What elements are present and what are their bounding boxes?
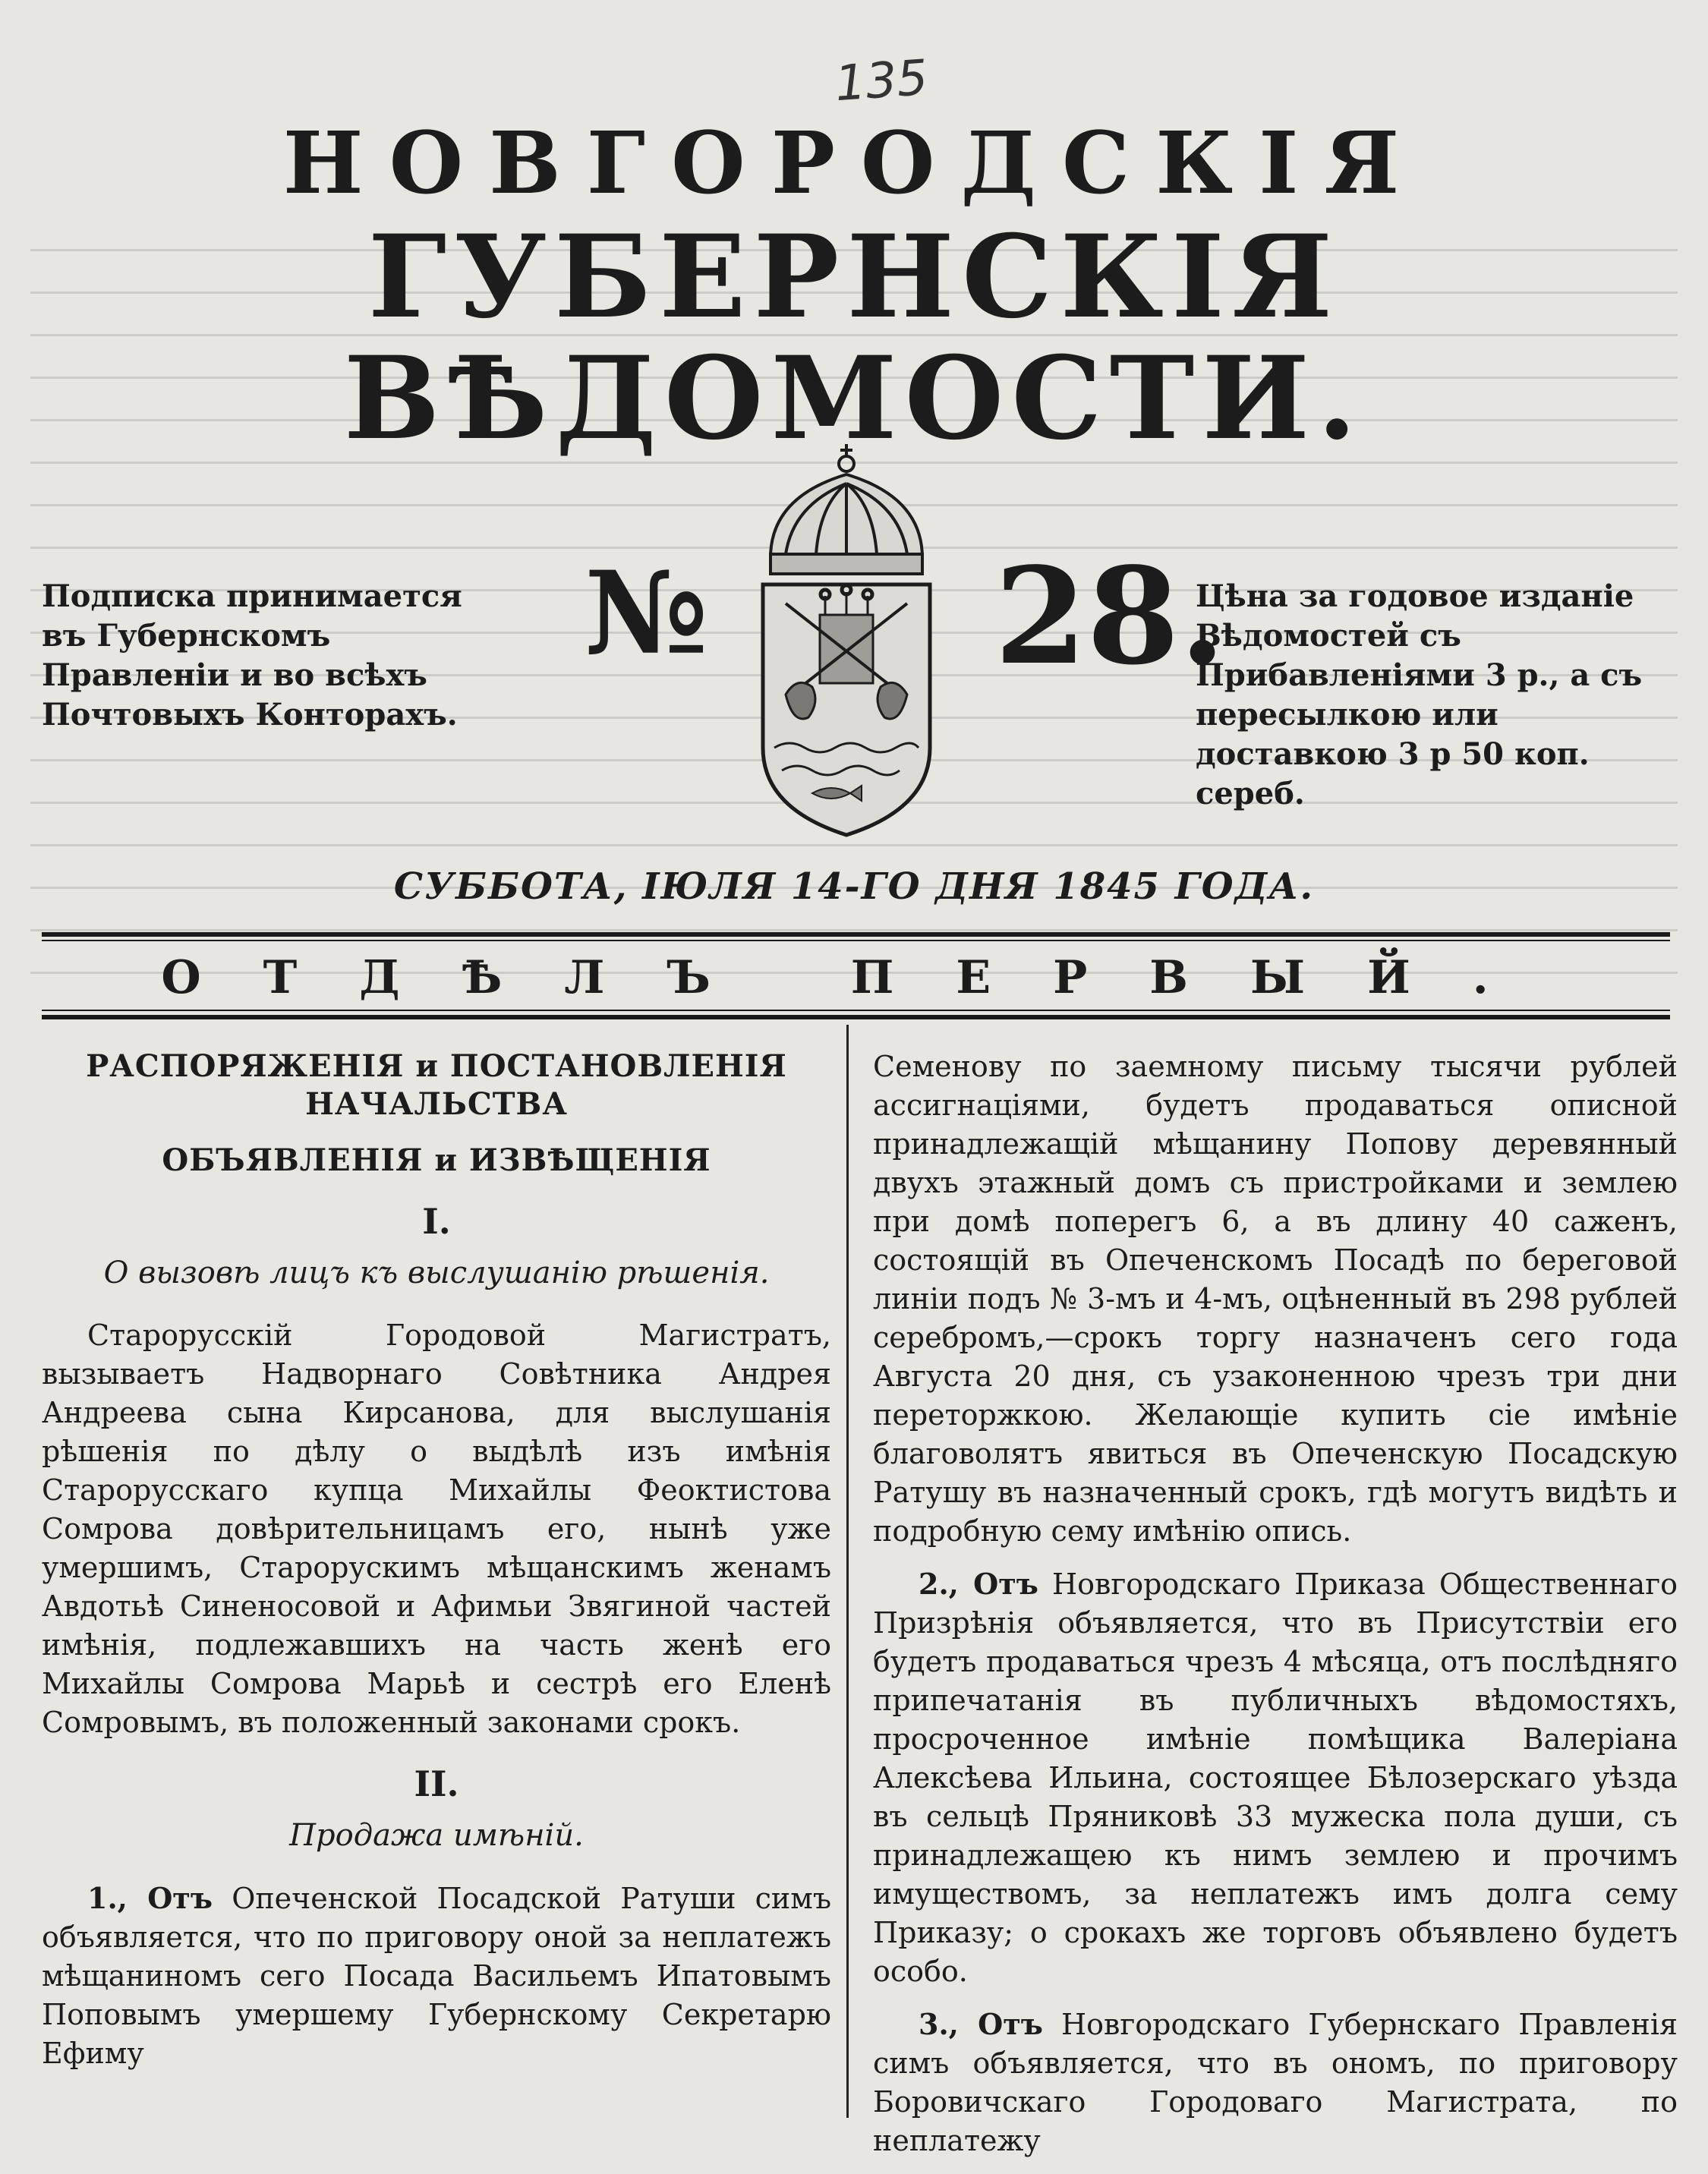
shield-icon <box>763 584 930 835</box>
sale-item-3-text: Новгородскаго Губернскаго Правленія симъ объявляется, что въ ономъ, по приговору Боровичскаго Городоваго Магистрата, по неплатежу <box>873 2008 1678 2157</box>
divider-bottom-thin <box>42 1010 1670 1011</box>
part-2-title: Продажа имѣній. <box>289 1818 584 1853</box>
part-1-numeral: I. <box>422 1201 451 1242</box>
masthead-line-1: НОВГОРОДСКІЯ <box>282 114 1426 213</box>
sale-item-3-lead: 3., Отъ <box>919 2007 1043 2041</box>
sale-item-2-text: Новгородскаго Приказа Общественнаго Призрѣнія объявляется, что въ Присутствіи его будетъ продаваться чрезъ 4 мѣсяца, отъ послѣдняго припечатанія въ публичныхъ вѣдомостяхъ, просроченное имѣніе помѣщика Валеріана Алексѣева Ильина, состоящее Бѣлозерскаго уѣзда въ сельцѣ Пряниковѣ 33 мужеска пола души, съ принадлежащею къ нимъ землею и прочимъ имуществомъ, за неплатежъ имъ долга сему Приказу; о срокахъ же торговъ объявлено будетъ особо. <box>873 1567 1678 1988</box>
sale-item-1-text: Опеченской Посадской Ратуши симъ объявляется, что по приговору оной за неплатежъ мѣщаниномъ сего Посада Васильемъ Ипатовымъ Поповымъ умершему Губернскому Секретарю Ефиму <box>42 1882 831 2070</box>
coat-of-arms-icon <box>740 414 953 862</box>
divider-top <box>42 932 1670 937</box>
sale-item-1-lead: 1., Отъ <box>87 1881 213 1915</box>
sale-item-2-lead: 2., Отъ <box>919 1567 1038 1601</box>
divider-bottom <box>42 1015 1670 1019</box>
subscription-note: Подписка принимается въ Губернскомъ Правленіи и во всѣхъ Почтовыхъ Конторахъ. <box>42 578 462 733</box>
section-title: ОТДѢЛЪ ПЕРВЫЙ. <box>161 951 1551 1004</box>
sale-item-3 <box>873 2005 1678 2160</box>
heading-announcements: ОБЪЯВЛЕНІЯ и ИЗВѢЩЕНІЯ <box>162 1142 711 1178</box>
part-1-title: О вызовѣ лицъ къ выслушанію рѣшенія. <box>103 1256 770 1290</box>
summons-paragraph: Старорусскій Городовой Магистратъ, вызываетъ Надворнаго Совѣтника Андрея Андреева сына Кирсанова, для выслушанія рѣшенія по дѣлу о выдѣлѣ изъ имѣнія Старорусскаго купца Михайлы Феоктистова Сомрова довѣрительницамъ его, нынѣ уже умершимъ, Старорускимъ мѣщанскимъ женамъ Авдотьѣ Синеносовой и Афимьи Звягиной частей имѣнія, подлежавшихъ на часть женѣ его Михайлы Сомрова Марьѣ и сестрѣ его Еленѣ Сомровымъ, въ положенный законами срокъ. <box>42 1319 831 1739</box>
heading-orders: РАСПОРЯЖЕНІЯ и ПОСТАНОВЛЕНІЯ НАЧАЛЬСТВА <box>86 1048 787 1122</box>
price-note: Цѣна за годовое изданіе Вѣдомостей съ Прибавленіями 3 р., а съ пересылкою или доставкою 3 р 50 коп. сереб. <box>1196 578 1643 811</box>
issue-number: 28. <box>994 539 1226 695</box>
masthead-line-2: ГУБЕРНСКІЯ ВѢДОМОСТИ. <box>343 210 1365 465</box>
sale-item-1-continued: Семенову по заемному письму тысячи рублей ассигнаціями, будетъ продаваться описной принадлежащій мѣщанину Попову деревянный двухъ этажный домъ съ пристройками и землею при домѣ поперегъ 6, а въ длину 40 саженъ, состоящій въ Опеченскомъ Посадѣ по береговой линіи подъ № 3-мъ и 4-мъ, оцѣненный въ 298 рублей серебромъ,—срокъ торгу назначенъ сего года Августа 20 дня, съ узаконенною чрезъ три дни переторжкою. Желающіе купить сіе имѣніе благоволятъ явиться въ Опеченскую Посадскую Ратушу въ назначенный срокъ, гдѣ могутъ видѣть и подробную сему имѣнію опись. <box>873 1050 1678 1548</box>
issue-number-sign: № <box>585 547 709 680</box>
left-column <box>42 1048 831 2087</box>
sale-item-1 <box>42 1879 831 2073</box>
divider-top-thin <box>42 940 1670 941</box>
right-column <box>873 1048 1678 2174</box>
part-2-numeral: II. <box>414 1763 459 1804</box>
crown-icon <box>770 444 922 574</box>
sale-item-2 <box>873 1564 1678 1991</box>
issue-date-line: СУББОТА, ІЮЛЯ 14-ГО ДНЯ 1845 ГОДА. <box>393 865 1315 908</box>
column-divider <box>846 1025 849 2118</box>
page-number: 135 <box>833 49 930 113</box>
